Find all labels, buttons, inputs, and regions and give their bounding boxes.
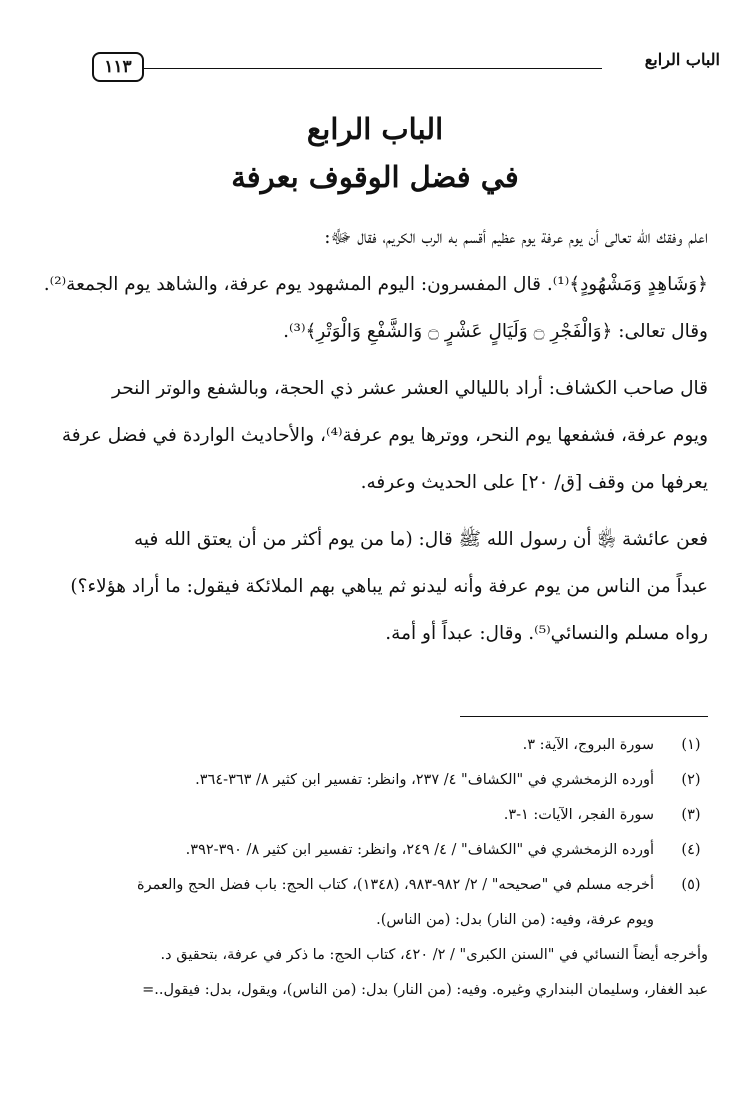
body-line: فعن عائشة ﵂ أن رسول الله ﷺ قال: (ما من يوم أكثر من أن يعتق الله فيه	[134, 529, 708, 550]
footnote-continuation-line	[42, 903, 708, 938]
footnote-continuation-text: ويوم عرفة، وفيه: (من النار) بدل: (من الناس).	[376, 912, 654, 928]
footnote-divider	[460, 716, 708, 717]
footnote-number: (١)	[681, 737, 701, 753]
body-line: رواه مسلم والنسائي⁽⁵⁾. وقال: عبداً أو أمة.	[385, 623, 708, 644]
footnote-number: (٥)	[681, 877, 701, 893]
footnote-continuation-line	[42, 973, 708, 1008]
body-line: قال صاحب الكشاف: أراد بالليالي العشر عشر ذي الحجة، وبالشفع والوتر النحر	[111, 378, 708, 399]
footnote	[42, 868, 708, 903]
footnote-number: (٤)	[681, 842, 701, 858]
body-line: ﴿وَشَاهِدٍ وَمَشْهُودٍ﴾⁽¹⁾. قال المفسرون: اليوم المشهود يوم عرفة، والشاهد يوم الجمعة⁽²⁾.	[43, 274, 708, 295]
body-line: ويوم عرفة، فشفعها يوم النحر، ووترها يوم عرفة⁽⁴⁾، والأحاديث الواردة في فضل عرفة	[61, 425, 708, 446]
running-header	[92, 42, 720, 78]
body-line: اعلم وفقك الله تعالى أن يوم عرفة يوم عظيم أقسم به الرب الكريم، فقال ﷻ:	[324, 227, 708, 248]
footnote	[42, 763, 708, 798]
body-line: عبداً من الناس من يوم عرفة وأنه ليدنو ثم يباهي بهم الملائكة فيقول: ما أراد هؤلاء؟)	[70, 576, 708, 597]
body-text	[42, 214, 708, 657]
footnote-number: (٢)	[681, 772, 701, 788]
footnotes	[42, 728, 708, 1008]
footnote-text: أخرجه مسلم في "صحيحه" / ٢/ ٩٨٢-٩٨٣، (١٣٤٨)، كتاب الحج: باب فضل الحج والعمرة	[137, 877, 654, 893]
footnote	[42, 798, 708, 833]
footnote-continuation-line	[42, 938, 708, 973]
body-line: يعرفها من وقف [ق/ ٢٠] على الحديث وعرفه.	[360, 472, 708, 493]
footnote-continuation-text: وأخرجه أيضاً النسائي في "السنن الكبرى" / ٢/ ٤٢٠، كتاب الحج: ما ذكر في عرفة، بتحقيق د.	[160, 947, 708, 963]
footnote-text: أورده الزمخشري في "الكشاف" / ٤/ ٢٤٩، وانظر: تفسير ابن كثير ٨/ ٣٩٠-٣٩٢.	[185, 842, 654, 858]
body-line: وقال تعالى: ﴿وَالْفَجْرِ ۝ وَلَيَالٍ عَشْرٍ ۝ وَالشَّفْعِ وَالْوَتْرِ﴾⁽³⁾.	[283, 321, 708, 342]
header-rule	[138, 68, 602, 69]
footnote-number: (٣)	[681, 807, 701, 823]
footnote-text: أورده الزمخشري في "الكشاف" ٤/ ٢٣٧، وانظر: تفسير ابن كثير ٨/ ٣٦٣-٣٦٤.	[195, 772, 654, 788]
page-number: ١١٣	[92, 52, 144, 82]
footnote-text: سورة الفجر، الآيات: ١-٣.	[503, 807, 654, 823]
chapter-title: الباب الرابع	[306, 112, 444, 146]
chapter-subtitle: في فضل الوقوف بعرفة	[231, 160, 519, 194]
footnote-text: سورة البروج، الآية: ٣.	[522, 737, 654, 753]
footnote-continuation-text: عبد الغفار، وسليمان البنداري وغيره. وفيه: (من النار) بدل: (من الناس)، ويقول، بدل: فيقول..=	[142, 982, 708, 998]
footnote	[42, 728, 708, 763]
footnote	[42, 833, 708, 868]
running-header-title: الباب الرابع	[644, 50, 720, 69]
